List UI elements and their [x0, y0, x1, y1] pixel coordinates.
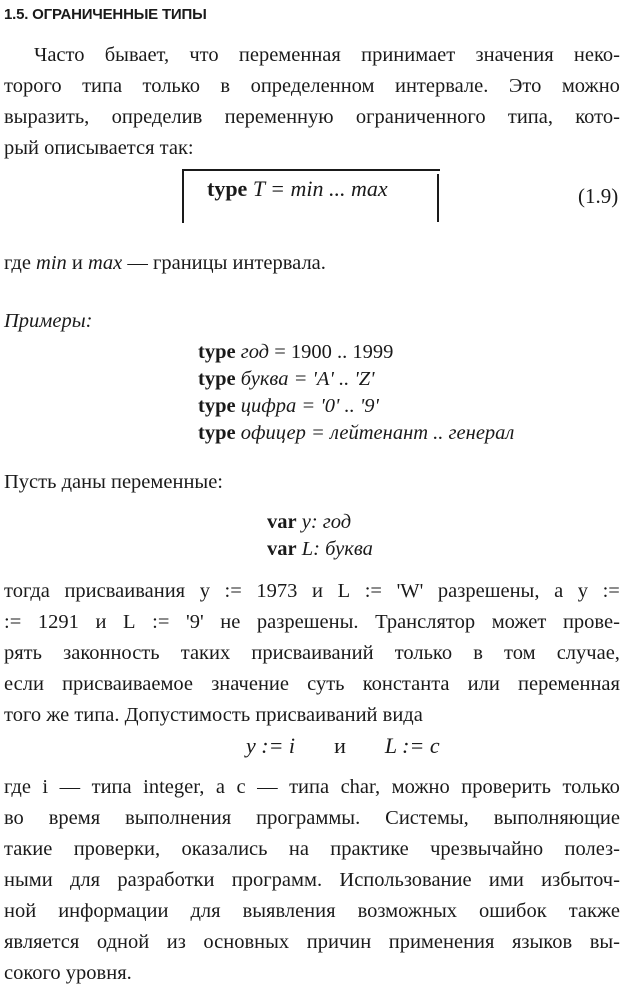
word: char, [340, 776, 381, 798]
final-paragraph [4, 772, 620, 989]
word: типа [82, 75, 123, 97]
word: := [364, 580, 382, 602]
formula-box-left-rule [182, 169, 184, 223]
example-line: type год = 1900 .. 1999 [198, 341, 394, 363]
word: а [215, 776, 225, 798]
intro-line [4, 40, 620, 71]
word: := [602, 580, 620, 602]
word: y [199, 580, 210, 602]
word: можно [391, 776, 450, 798]
word: присваиваний [251, 642, 374, 664]
word: := [4, 611, 22, 633]
final-line [4, 927, 620, 958]
word: случае, [556, 642, 620, 664]
word: разрешены. [256, 611, 359, 633]
word: бывает, [104, 44, 170, 66]
word: ными [4, 869, 53, 891]
word: том [504, 642, 536, 664]
word: таких [180, 642, 231, 664]
word: во [4, 807, 24, 829]
word: переменная [518, 673, 620, 695]
word: присваиваемое [62, 673, 194, 695]
word: является [4, 931, 80, 953]
word: Это [508, 75, 542, 97]
intro-paragraph [4, 40, 620, 164]
word: L [337, 580, 351, 602]
intro-line [4, 71, 620, 102]
word: типа, [507, 106, 553, 128]
word: основных [203, 931, 290, 953]
word: := [152, 611, 170, 633]
example-line: type офицер = лейтенант .. генерал [198, 422, 515, 444]
word: кото- [575, 106, 620, 128]
word: из [166, 931, 186, 953]
word: для [69, 869, 101, 891]
word: типа [91, 776, 132, 798]
word: принимает [361, 44, 456, 66]
word: i [42, 776, 49, 798]
word: L [123, 611, 136, 633]
word: полез- [564, 838, 620, 860]
word: может [491, 611, 547, 633]
word: := [224, 580, 242, 602]
word: в [473, 642, 483, 664]
word: типа [289, 776, 330, 798]
word: определенном [250, 75, 375, 97]
intro-line: рый описывается так: [4, 137, 194, 159]
word: законность [63, 642, 160, 664]
word: Часто [34, 44, 85, 66]
word: а [554, 580, 564, 602]
word: 1291 [37, 611, 79, 633]
assignment-line: того же типа. Допустимость присваиваний вида [4, 704, 423, 726]
word: рять [4, 642, 42, 664]
assignment-formula: y := i и L := c [246, 733, 440, 758]
word: — [257, 776, 278, 798]
final-line: сокого уровня. [4, 962, 132, 984]
word: Транслятор [375, 611, 476, 633]
word: ошибок [479, 900, 547, 922]
word: переменная [238, 44, 341, 66]
section-heading: 1.5. ОГРАНИЧЕННЫЕ ТИПЫ [4, 6, 207, 23]
word: можно [561, 75, 620, 97]
word: и [95, 611, 107, 633]
var-declaration: var y: год [267, 511, 352, 533]
word: суть [307, 673, 345, 695]
word: возможных [357, 900, 458, 922]
word: программы. [256, 807, 361, 829]
word: или [467, 673, 500, 695]
word: определив [111, 106, 203, 128]
word: проверки, [73, 838, 161, 860]
word: избыточ- [541, 869, 620, 891]
equation-number: (1.9) [578, 184, 619, 208]
formula-keyword: type [207, 176, 248, 201]
word: ими [488, 869, 524, 891]
word: '9' [186, 611, 204, 633]
word: Системы, [385, 807, 469, 829]
word: оказались [181, 838, 268, 860]
word: 1973 [256, 580, 298, 602]
boxed-formula [207, 176, 388, 202]
word: integer, [143, 776, 205, 798]
word: значения [475, 44, 554, 66]
word: такие [4, 838, 53, 860]
final-line [4, 896, 620, 927]
word: разрешены, [437, 580, 540, 602]
word: 'W' [396, 580, 424, 602]
bounds-note: где min и max — границы интервала. [4, 252, 326, 274]
example-line: type буква = 'A' .. 'Z' [198, 368, 375, 390]
word: одной [96, 931, 150, 953]
word: интервале. [394, 75, 489, 97]
word: в [220, 75, 231, 97]
word: — [59, 776, 81, 798]
word: только [394, 642, 453, 664]
assignment-paragraph [4, 576, 620, 731]
word: на [288, 838, 309, 860]
word: тогда [4, 580, 50, 602]
word: выполняющие [493, 807, 620, 829]
word: чрезвычайно [430, 838, 544, 860]
word: присваивания [64, 580, 186, 602]
word: время [48, 807, 101, 829]
word: если [4, 673, 44, 695]
word: прове- [562, 611, 620, 633]
word: также [568, 900, 620, 922]
vars-intro: Пусть даны переменные: [4, 471, 223, 493]
word: выявления [242, 900, 336, 922]
word: где [4, 776, 31, 798]
final-line [4, 865, 620, 896]
word: разработки [117, 869, 215, 891]
formula-box-right-rule [437, 174, 439, 222]
word: Использование [339, 869, 472, 891]
assignment-line [4, 638, 620, 669]
word: ограниченного [355, 106, 486, 128]
word: программ. [231, 869, 323, 891]
assignment-line [4, 669, 620, 700]
final-line [4, 803, 620, 834]
word: только [562, 776, 620, 798]
word: не [220, 611, 241, 633]
word: значение [211, 673, 289, 695]
var-declaration: var L: буква [267, 538, 373, 560]
word: информации [58, 900, 169, 922]
final-line [4, 772, 620, 803]
word: языков [512, 931, 573, 953]
word: y [577, 580, 589, 602]
word: неко- [573, 44, 620, 66]
final-line [4, 834, 620, 865]
word: константа [362, 673, 450, 695]
word: для [190, 900, 221, 922]
word: только [142, 75, 200, 97]
word: что [189, 44, 219, 66]
word: переменную [224, 106, 334, 128]
word: вы- [589, 931, 620, 953]
word: применения [388, 931, 495, 953]
intro-line [4, 102, 620, 133]
word: выразить, [4, 106, 90, 128]
word: практике [330, 838, 409, 860]
word: проверить [461, 776, 551, 798]
assignment-line [4, 576, 620, 607]
word: ной [4, 900, 37, 922]
examples-label: Примеры: [4, 310, 93, 332]
word: и [312, 580, 323, 602]
example-line: type цифра = '0' .. '9' [198, 395, 379, 417]
word: причин [306, 931, 372, 953]
assignment-line [4, 607, 620, 638]
word: выполнения [125, 807, 232, 829]
word: торого [4, 75, 62, 97]
word: c [236, 776, 246, 798]
formula-box-top-rule [182, 169, 440, 171]
formula-expression: T = min ... max [252, 176, 388, 201]
